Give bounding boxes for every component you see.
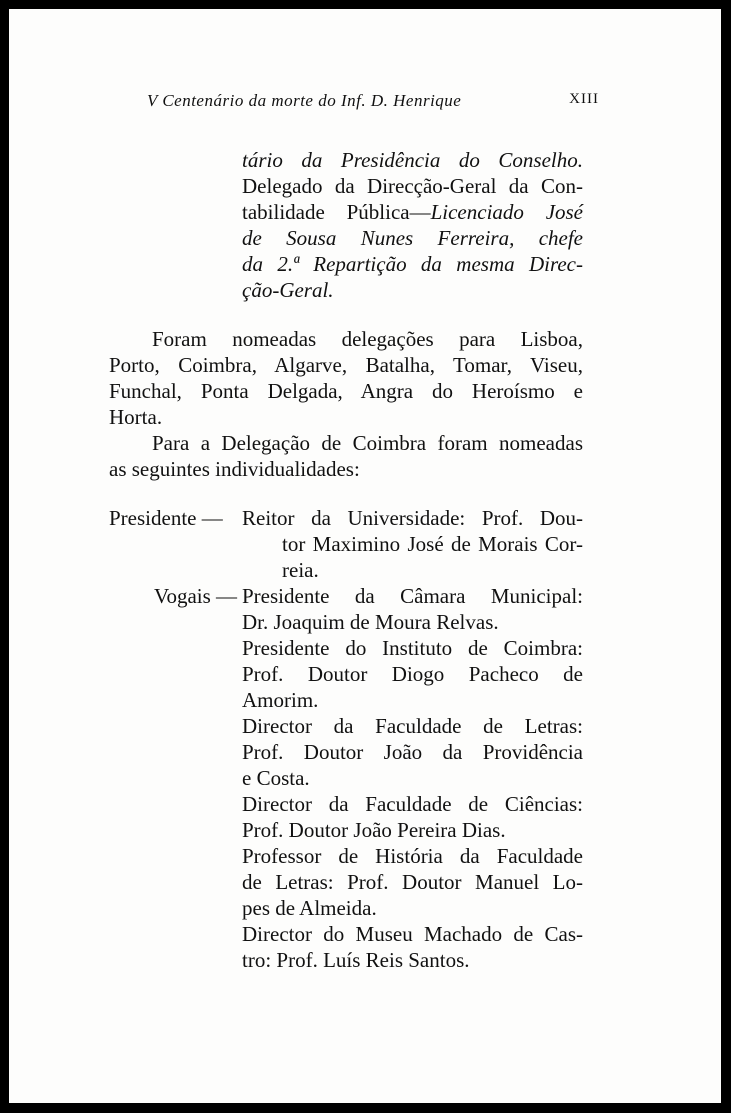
vogais-line-12: de Letras: Prof. Doutor Manuel Lo- <box>242 870 583 894</box>
block1-line-3: tabilidade Pública—Licenciado José <box>242 200 584 224</box>
vogais-line-15: tro: Prof. Luís Reis Santos. <box>242 948 470 972</box>
running-header <box>147 91 599 111</box>
vogais-line-2: Dr. Joaquim de Moura Relvas. <box>242 610 499 634</box>
book-page <box>9 9 721 1103</box>
block1-line-5: da 2.ª Repartição da mesma Direc- <box>242 252 583 276</box>
vogais-line-1: Presidente da Câmara Municipal: <box>242 584 583 608</box>
block1-line-1: tário da Presidência do Conselho. <box>242 148 583 172</box>
vogais-line-11: Professor de História da Faculdade <box>242 844 583 868</box>
presidente-line-2: tor Maximino José de Morais Cor- <box>282 532 583 556</box>
para1-line-1: Foram nomeadas delegações para Lisboa, <box>152 327 583 351</box>
vogais-line-9: Director da Faculdade de Ciências: <box>242 792 583 816</box>
vogais-line-5: Amorim. <box>242 688 319 712</box>
block1-line-6: ção-Geral. <box>242 278 334 302</box>
block1-line-2: Delegado da Direcção-Geral da Con- <box>242 174 583 198</box>
page-number: XIII <box>569 91 599 107</box>
vogais-line-8: e Costa. <box>242 766 310 790</box>
para1-line-3: Funchal, Ponta Delgada, Angra do Heroísmo e <box>109 379 583 403</box>
vogais-line-3: Presidente do Instituto de Coimbra: <box>242 636 583 660</box>
running-title: V Centenário da morte do Inf. D. Henrique <box>147 91 462 110</box>
vogais-line-14: Director do Museu Machado de Cas- <box>242 922 583 946</box>
vogais-line-7: Prof. Doutor João da Providência <box>242 740 583 764</box>
presidente-line-1: Reitor da Universidade: Prof. Dou- <box>242 506 583 530</box>
vogais-line-10: Prof. Doutor João Pereira Dias. <box>242 818 506 842</box>
para1-line-4: Horta. <box>109 405 163 429</box>
presidente-label: Presidente — <box>109 506 223 530</box>
vogais-line-13: pes de Almeida. <box>242 896 377 920</box>
block1-line-4: de Sousa Nunes Ferreira, chefe <box>242 226 583 250</box>
vogais-label: Vogais — <box>154 584 238 608</box>
para2-line-1: Para a Delegação de Coimbra foram nomeadas <box>152 431 583 455</box>
vogais-line-6: Director da Faculdade de Letras: <box>242 714 583 738</box>
para2-line-2: as seguintes individualidades: <box>109 457 360 481</box>
presidente-line-3: reia. <box>282 558 319 582</box>
vogais-line-4: Prof. Doutor Diogo Pacheco de <box>242 662 583 686</box>
para1-line-2: Porto, Coimbra, Algarve, Batalha, Tomar, Viseu, <box>109 353 583 377</box>
